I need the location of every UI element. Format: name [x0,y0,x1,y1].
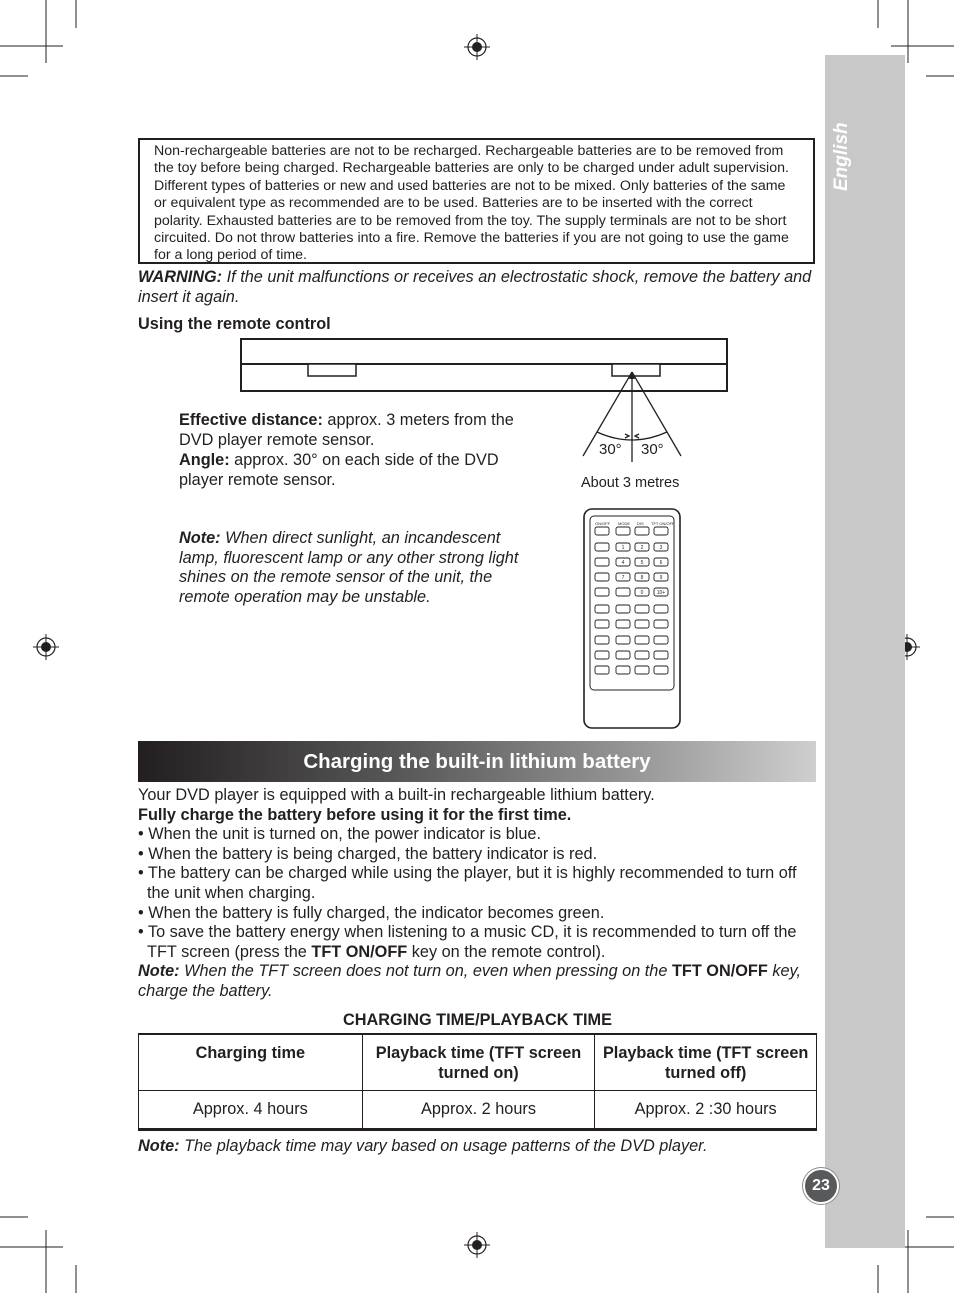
remote-key-9: 9 [659,575,663,581]
table-caption: CHARGING TIME/PLAYBACK TIME [343,1011,612,1029]
footer-note-label: Note: [138,1137,180,1155]
footer-note-text: The playback time may vary based on usage patterns of the DVD player. [179,1137,708,1155]
remote-key-3: 3 [659,545,663,551]
effective-distance-text [179,411,549,450]
charging-bullet: • The battery can be charged while using the player, but it is highly recommended to turn off the unit when charging. [138,864,797,902]
remote-key-4: 4 [621,560,625,566]
charging-body [138,786,818,1002]
remote-key-6: 6 [659,560,663,566]
remote-key-0: 0 [640,590,644,596]
bullet-tft-key: TFT ON/OFF [311,942,408,961]
table-header-cell: Charging time [139,1034,363,1090]
remote-note-text: When direct sunlight, an incandescent lamp, fluorescent lamp or any other strong light shines on the remote sensor of the unit, the remote operation may be unstable. [179,529,519,606]
page-number-badge: 23 [803,1168,839,1204]
diagram-caption: About 3 metres [581,475,680,491]
angle-right-label: 30° [641,441,664,458]
bullet-tft-post: key on the remote control). [407,942,606,961]
remote-key-7: 7 [621,575,625,581]
language-label: English [831,122,852,191]
battery-safety-notice: Non-rechargeable batteries are not to be recharged. Rechargeable batteries are to be removed from the toy before being charged. Rechargeable batteries are only to be charged under adult supervision. Different types of batteries or new and used batteries are not to be mixed. Only batteries of the same or equivalent type as recommended are to be used. Batteries are to be inserted with the correct polarity. Exhausted batteries are to be removed from the toy. The supply terminals are not to be short circuited. Do not throw batteries into a fire. Remove the batteries if you are not going to use the game for a long period of time. [138,138,815,264]
charging-note-label: Note: [138,962,180,981]
remote-section-heading: Using the remote control [138,315,331,333]
remote-key-mode-label: MODE [618,521,630,526]
charging-note-post: key, charge the battery. [138,962,801,1000]
charging-first-use: Fully charge the battery before using it for the first time. [138,805,572,824]
registration-mark-bottom [464,1232,490,1258]
warning-label: WARNING: [138,268,223,286]
charging-time-table [138,1033,817,1131]
table-cell: Approx. 4 hours [139,1090,363,1129]
remote-key-dis-label: DIS [637,521,644,526]
remote-key-2: 2 [640,545,644,551]
remote-key-10plus: 10+ [656,590,666,596]
charging-bullet: • When the unit is turned on, the power indicator is blue. [138,825,542,844]
effective-distance-label: Effective distance: [179,411,323,429]
charging-bullet: • When the battery is fully charged, the indicator becomes green. [138,903,605,922]
remote-control-illustration [582,507,682,731]
table-row [139,1090,817,1129]
section-title: Charging the built-in lithium battery [303,750,651,773]
registration-mark-left [33,634,59,660]
angle-text [179,451,539,490]
table-header-cell: Playback time (TFT screen turned on) [362,1034,595,1090]
remote-key-8: 8 [640,575,644,581]
warning-paragraph [138,268,818,307]
charging-note-key: TFT ON/OFF [671,962,768,981]
remote-note-label: Note: [179,529,221,547]
remote-key-5: 5 [640,560,644,566]
registration-mark-top [464,34,490,60]
table-cell: Approx. 2 :30 hours [595,1090,817,1129]
charging-intro: Your DVD player is equipped with a built-in rechargeable lithium battery. [138,786,655,804]
charging-note [138,962,818,1001]
table-header-row [139,1034,817,1090]
sensor-angle-diagram [575,370,695,470]
remote-key-onoff-label: ON/OFF [595,521,611,526]
angle-value: approx. 30° on each side of the DVD player remote sensor. [179,451,499,489]
charging-bullet-tft [138,923,818,962]
language-side-tab [825,55,905,1248]
charging-note-pre: When the TFT screen does not turn on, even when pressing on the [179,962,672,981]
bullet-tft-pre: • To save the battery energy when listening to a music CD, it is recommended to turn off the TFT screen (press the [138,923,797,961]
angle-label: Angle: [179,451,230,469]
warning-text: If the unit malfunctions or receives an electrostatic shock, remove the battery and insert it again. [138,268,812,306]
table-header-cell: Playback time (TFT screen turned off) [595,1034,817,1090]
charging-bullet: • When the battery is being charged, the battery indicator is red. [138,844,598,863]
angle-left-label: 30° [599,441,622,458]
effective-distance-value: approx. 3 meters from the DVD player remote sensor. [179,411,514,449]
table-cell: Approx. 2 hours [362,1090,595,1129]
remote-key-1: 1 [621,545,625,551]
footer-note [138,1137,818,1157]
remote-note [179,529,541,607]
remote-key-tft-label: TFT ON/OFF [651,521,675,526]
